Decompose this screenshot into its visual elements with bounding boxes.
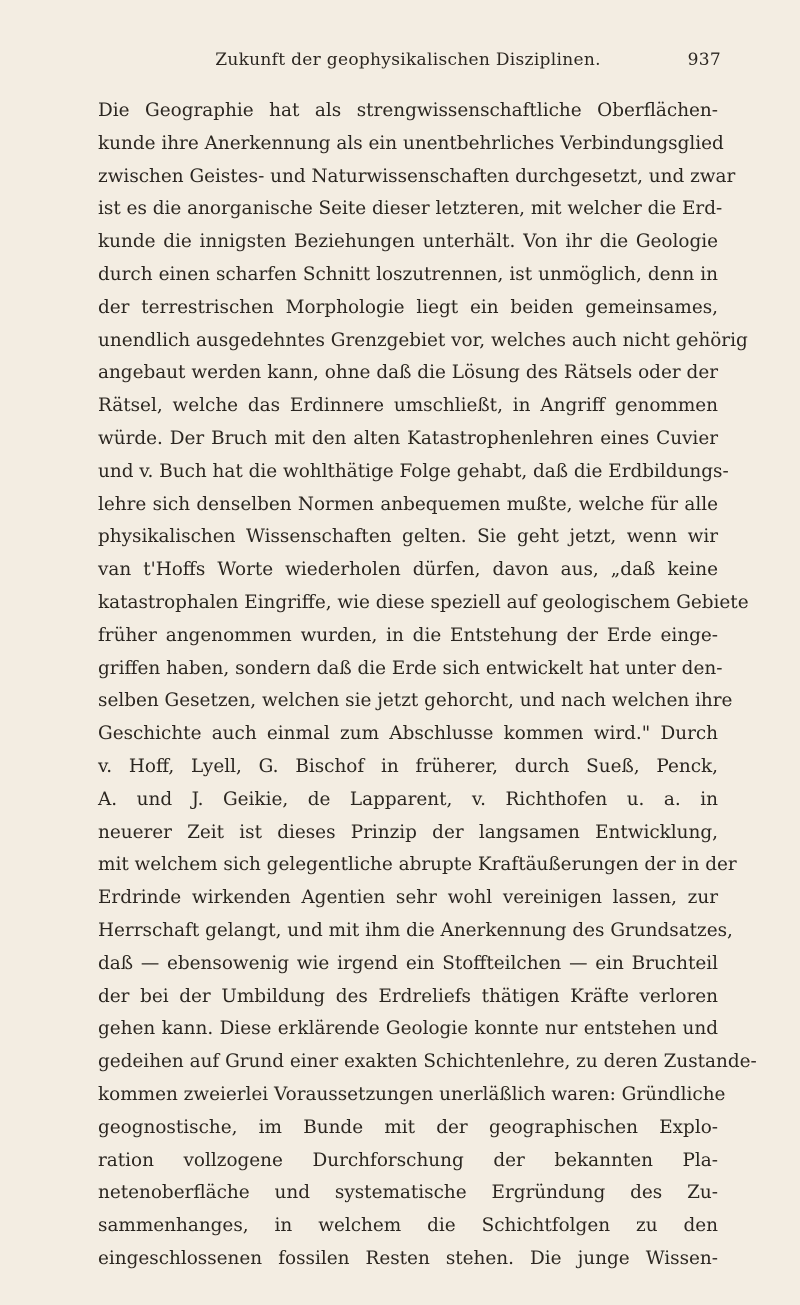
text-line: sammenhanges, in welchem die Schichtfolgen zu den [98,1215,718,1237]
text-line: van t'Hoffs Worte wiederholen dürfen, davon aus, „daß keine [98,559,718,581]
text-line: kunde die innigsten Beziehungen unterhält. Von ihr die Geologie [98,231,718,253]
text-line: netenoberfläche und systematische Ergründung des Zu- [98,1182,718,1204]
text-line: unendlich ausgedehntes Grenzgebiet vor, welches auch nicht gehörig [98,329,748,351]
text-line: eingeschlossenen fossilen Resten stehen. Die junge Wissen- [98,1247,718,1269]
text-line: geognostische, im Bunde mit der geographischen Explo- [98,1116,718,1138]
running-title: Zukunft der geophysikalischen Disziplinen. [215,50,601,70]
text-line: lehre sich denselben Normen anbequemen mußte, welche für alle [98,493,718,515]
text-line: gedeihen auf Grund einer exakten Schichtenlehre, zu deren Zustande- [98,1051,757,1073]
text-line: katastrophalen Eingriffe, wie diese speziell auf geologischem Gebiete [98,591,749,613]
running-head [95,44,721,74]
text-line: und v. Buch hat die wohlthätige Folge gehabt, daß die Erdbildungs- [98,460,729,482]
page-number: 937 [687,50,721,70]
text-line: der terrestrischen Morphologie liegt ein beiden gemeinsames, [98,296,718,318]
text-line: würde. Der Bruch mit den alten Katastrophenlehren eines Cuvier [98,427,718,449]
text-line: durch einen scharfen Schnitt loszutrennen, ist unmöglich, denn in [98,263,718,285]
text-line: ist es die anorganische Seite dieser letzteren, mit welcher die Erd- [98,198,723,220]
text-line: kommen zweierlei Voraussetzungen unerläßlich waren: Gründliche [98,1083,726,1105]
text-line: Die Geographie hat als strengwissenschaftliche Oberflächen- [98,100,718,121]
text-line: physikalischen Wissenschaften gelten. Sie geht jetzt, wenn wir [98,526,718,548]
text-line: Geschichte auch einmal zum Abschlusse kommen wird." Durch [98,723,718,745]
text-line: gehen kann. Diese erklärende Geologie konnte nur entstehen und [98,1018,718,1040]
text-line: zwischen Geistes- und Naturwissenschaften durchgesetzt, und zwar [98,165,736,187]
body-text [98,95,757,1276]
text-line: ration vollzogene Durchforschung der bekannten Pla- [98,1149,718,1171]
text-line: A. und J. Geikie, de Lapparent, v. Richthofen u. a. in [98,788,718,810]
text-line: früher angenommen wurden, in die Entstehung der Erde einge- [98,624,718,646]
text-line: kunde ihre Anerkennung als ein unentbehrliches Verbindungsglied [98,132,724,154]
text-line: der bei der Umbildung des Erdreliefs thätigen Kräfte verloren [98,985,718,1007]
text-line: v. Hoff, Lyell, G. Bischof in früherer, durch Sueß, Penck, [98,755,718,777]
text-line: daß — ebensowenig wie irgend ein Stoffteilchen — ein Bruchteil [98,952,718,974]
text-line: Rätsel, welche das Erdinnere umschließt, in Angriff genommen [98,395,718,417]
text-line: Erdrinde wirkenden Agentien sehr wohl vereinigen lassen, zur [98,887,718,909]
text-line: griffen haben, sondern daß die Erde sich entwickelt hat unter den- [98,657,723,679]
text-line: neuerer Zeit ist dieses Prinzip der langsamen Entwicklung, [98,821,718,843]
text-line: mit welchem sich gelegentliche abrupte Kraftäußerungen der in der [98,854,737,876]
text-line: Herrschaft gelangt, und mit ihm die Anerkennung des Grundsatzes, [98,919,733,941]
text-line: angebaut werden kann, ohne daß die Lösung des Rätsels oder der [98,362,718,384]
text-line: selben Gesetzen, welchen sie jetzt gehorcht, und nach welchen ihre [98,690,733,712]
